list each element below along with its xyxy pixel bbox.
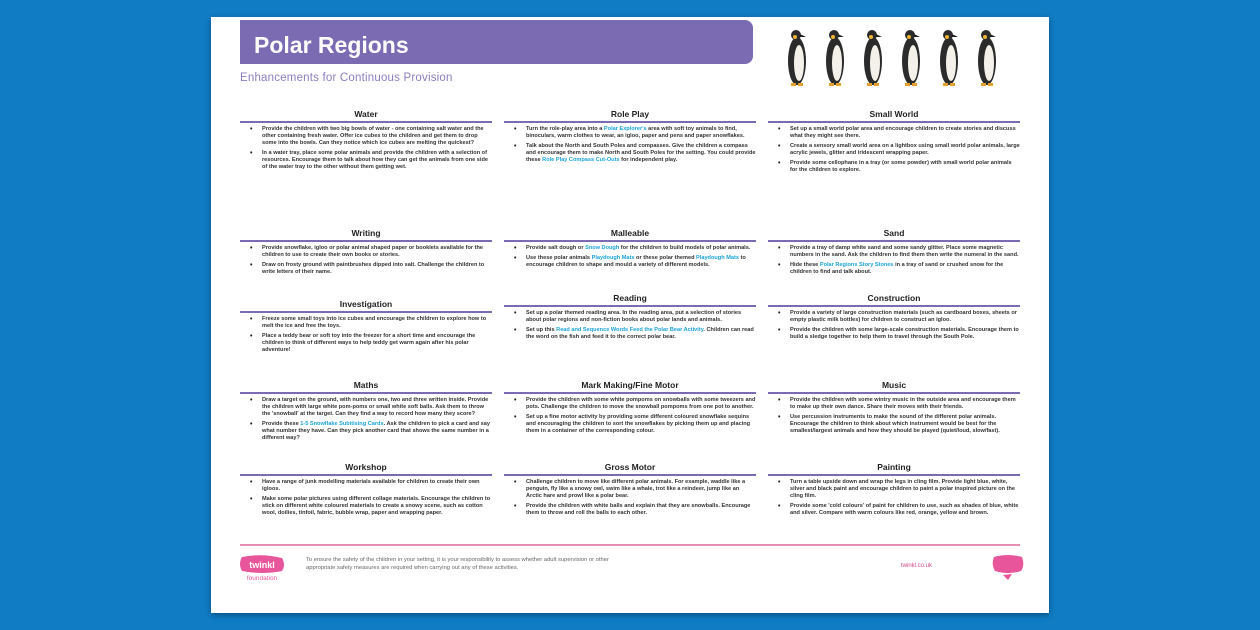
section-investigation: [240, 299, 492, 357]
activity-item: • Draw on frosty ground with paintbrushes dipped into salt. Challenge the children to write letters of their name.: [262, 262, 492, 276]
activity-item: • Hide these Polar Regions Story Stones in a tray of sand or crushed snow for the children to find and talk about.: [790, 262, 1020, 276]
section-heading: Sand: [883, 228, 905, 238]
section-rule: [504, 392, 756, 394]
activity-item: • Set up a polar themed reading area. In the reading area, put a selection of stories about polar regions and non-fiction books about polar lands and animals.: [526, 310, 756, 324]
section-small-world: [768, 109, 1020, 178]
resource-link[interactable]: Playdough Mats: [591, 255, 635, 262]
activity-list: [768, 397, 1020, 435]
activity-item: • Provide the children with some large-scale construction materials. Encourage them to build a sledge together to help them to travel through the South Pole.: [790, 327, 1020, 341]
activity-list: [240, 479, 492, 517]
section-music: [768, 380, 1020, 438]
activity-item: • Provide the children with some white pompoms on snowballs with some tweezers and pots. Challenge the children to move the snowball pompoms from one pot to another.: [526, 397, 756, 411]
activity-item: • Turn the role-play area into a Polar Explorer's area with soft toy animals to find, binoculars, warm clothes to wear, an igloo, paper and pens and paper snowflakes.: [526, 126, 756, 140]
section-rule: [768, 121, 1020, 123]
activity-item: • Provide some 'cold colours' of paint for children to use, such as shades of blue, white and silver. Compare with warm colours like red, orange, yellow and brown.: [790, 503, 1020, 517]
activity-list: [504, 310, 756, 341]
section-rule: [240, 311, 492, 313]
activity-item: • Place a teddy bear or soft toy into the freezer for a short time and encourage the children to think of different ways to help teddy get warm again after his polar adventure!: [262, 333, 492, 354]
section-water: [240, 109, 492, 175]
section-rule: [504, 474, 756, 476]
section-heading: Mark Making/Fine Motor: [581, 380, 679, 390]
penguin-icon: [978, 30, 996, 86]
activity-item: • Provide a tray of damp white sand and some sandy glitter. Place some magnetic numbers in the sand. Ask the children to find them then write the numeral in the sand.: [790, 245, 1020, 259]
penguin-icon: [788, 30, 806, 86]
resource-link[interactable]: Polar Explorer's: [603, 126, 647, 132]
activity-item: • Provide a variety of large construction materials (such as cardboard boxes, sheets or empty plastic milk bottles) for children to construct an igloo.: [790, 310, 1020, 324]
activity-list: [768, 245, 1020, 276]
section-rule: [240, 392, 492, 394]
activity-item: • Freeze some small toys into ice cubes and encourage the children to explore how to melt the ice and free the toys.: [262, 316, 492, 330]
resource-link[interactable]: Read and Sequence Words Feed the Polar Bear Activity: [556, 327, 704, 334]
section-rule: [768, 240, 1020, 242]
section-writing: [240, 228, 492, 279]
activity-list: [504, 397, 756, 435]
activity-list: [768, 479, 1020, 517]
section-rule: [504, 305, 756, 307]
activity-item: • Set up this Read and Sequence Words Feed the Polar Bear Activity. Children can read the word on the fish and feed it to the correct polar bear.: [526, 327, 756, 341]
activity-item: • Set up a fine motor activity by providing some different coloured snowflake sequins and encouraging the children to sort the snowflakes by picking them up and placing them in a container of the corresponding colour.: [526, 414, 756, 435]
activity-item: • Provide some cellophane in a tray (or some powder) with small world polar animals for the children to explore.: [790, 160, 1020, 174]
activity-list: [240, 126, 492, 172]
penguin-icon: [864, 30, 882, 86]
section-rule: [240, 240, 492, 242]
section-role-play: [504, 109, 756, 167]
resource-link[interactable]: 1-5 Snowflake Subitising Cards: [300, 421, 384, 428]
activity-list: [504, 479, 756, 517]
section-heading: Water: [354, 109, 378, 119]
activity-item: • Draw a target on the ground, with numbers one, two and three written inside. Provide the children with large white pom-poms or small white soft balls. Ask them to throw the 'snowball' at the target. Can they find a way to record how many they score?: [262, 397, 492, 418]
section-workshop: [240, 462, 492, 520]
twinkl-logo-small: [991, 553, 1025, 581]
safety-disclaimer: To ensure the safety of the children in your setting, it is your responsibility to assess whether adult supervision or other appropriate safety measures are required when carrying out any of these activities.: [306, 557, 609, 571]
section-heading: Painting: [877, 462, 911, 472]
page-title: Polar Regions: [240, 20, 753, 64]
section-heading: Reading: [613, 293, 647, 303]
activity-item: • Use these polar animals Playdough Mats or these polar themed Playdough Mats to encourage children to shape and mould a variety of different models.: [526, 255, 756, 269]
activity-item: • Create a sensory small world area on a lightbox using small world polar animals, large acrylic jewels, glitter and iridescent wrapping paper.: [790, 143, 1020, 157]
activity-list: [768, 126, 1020, 175]
penguin-icon: [940, 30, 958, 86]
section-heading: Workshop: [345, 462, 387, 472]
resource-link[interactable]: Snow Dough: [585, 245, 620, 251]
activity-list: [240, 245, 492, 276]
activity-item: • Provide the children with two big bowls of water - one containing salt water and the other containing fresh water. Offer ice cubes to the children and get them to drop some into the bowls. Can they notice which ice cubes are melting the quickest?: [262, 126, 492, 147]
section-heading: Gross Motor: [604, 462, 656, 472]
section-gross-motor: [504, 462, 756, 520]
section-rule: [768, 305, 1020, 307]
penguins-illustration: [781, 25, 1011, 89]
activity-list: [768, 310, 1020, 341]
section-rule: [240, 121, 492, 123]
activity-list: [504, 245, 756, 269]
section-heading: Music: [881, 380, 907, 390]
section-heading: Investigation: [339, 299, 393, 309]
section-heading: Small World: [869, 109, 919, 119]
page-subtitle: Enhancements for Continuous Provision: [240, 72, 453, 84]
section-sand: [768, 228, 1020, 279]
section-heading: Malleable: [610, 228, 650, 238]
twinkl-foundation-logo: [236, 555, 288, 583]
activity-item: • Talk about the North and South Poles and compasses. Give the children a compass and encourage them to make North and South Poles for the setting. You could provide these Role Play Compass Cut-Outs for independent play.: [526, 143, 756, 164]
activity-item: • Have a range of junk modelling materials available for children to create their own igloos.: [262, 479, 492, 493]
section-rule: [504, 121, 756, 123]
section-rule: [504, 240, 756, 242]
activity-item: • Provide the children with white balls and explain that they are snowballs. Encourage them to throw and roll the balls to each other.: [526, 503, 756, 517]
website-url[interactable]: twinkl.co.uk: [901, 563, 933, 569]
section-construction: [768, 293, 1020, 344]
activity-item: • Make some polar pictures using different collage materials. Encourage the children to stick on different white coloured materials to create a snowy scene, such as cotton wool, doilies, tinfoil, fabric, bubble wrap, paper and wrapping paper.: [262, 496, 492, 517]
section-heading: Writing: [351, 228, 381, 238]
activity-item: • Provide snowflake, igloo or polar animal shaped paper or booklets available for the children to use to create their own books or stories.: [262, 245, 492, 259]
resource-link[interactable]: Role Play Compass Cut-Outs: [542, 157, 620, 164]
activity-item: • In a water tray, place some polar animals and provide the children with a selection of resources. Encourage them to talk about how they can get the animals from one side of the water tray to the other without them getting wet.: [262, 150, 492, 171]
section-reading: [504, 293, 756, 344]
activity-item: • Provide these 1-5 Snowflake Subitising Cards. Ask the children to pick a card and say what number they have. Can they pick another card that shows the same number in a different way?: [262, 421, 492, 442]
section-rule: [240, 474, 492, 476]
section-heading: Construction: [867, 293, 921, 303]
section-rule: [768, 392, 1020, 394]
activity-list: [240, 397, 492, 443]
section-painting: [768, 462, 1020, 520]
section-rule: [768, 474, 1020, 476]
section-heading: Maths: [353, 380, 379, 390]
activity-item: • Provide the children with some wintry music in the outside area and encourage them to make up their own dance. Share their moves with their friends.: [790, 397, 1020, 411]
section-maths: [240, 380, 492, 446]
activity-item: • Use percussion instruments to make the sound of the different polar animals. Encourage the children to think about which instrument would be best for the smallest/largest animals and how they should be played (quiet/loud, slow/fast).: [790, 414, 1020, 435]
activity-sheet: [211, 17, 1049, 613]
resource-link[interactable]: Polar Regions Story Stones: [819, 262, 894, 269]
section-heading: Role Play: [610, 109, 650, 119]
section-malleable: [504, 228, 756, 272]
logo-text: twinkl: [249, 560, 275, 570]
penguin-icon: [826, 30, 844, 86]
activity-item: • Set up a small world polar area and encourage children to create stories and discuss what they might see there.: [790, 126, 1020, 140]
footer-divider: [240, 544, 1020, 546]
activity-item: • Challenge children to move like different polar animals. For example, waddle like a penguin, fly like a snowy owl, swim like a whale, trot like a reindeer, jump like an Arctic hare and prowl like a polar bear.: [526, 479, 756, 500]
section-mark-making-fine-motor: [504, 380, 756, 438]
activity-list: [240, 316, 492, 354]
activity-item: • Turn a table upside down and wrap the legs in cling film. Provide light blue, white, silver and black paint and encourage children to paint a polar inspired picture on the cling film.: [790, 479, 1020, 500]
activity-item: • Provide salt dough or Snow Dough for the children to build models of polar animals.: [526, 245, 756, 252]
activity-list: [504, 126, 756, 164]
logo-subtext: foundation: [246, 575, 278, 582]
resource-link[interactable]: Playdough Mats: [696, 255, 739, 262]
penguin-icon: [902, 30, 920, 86]
